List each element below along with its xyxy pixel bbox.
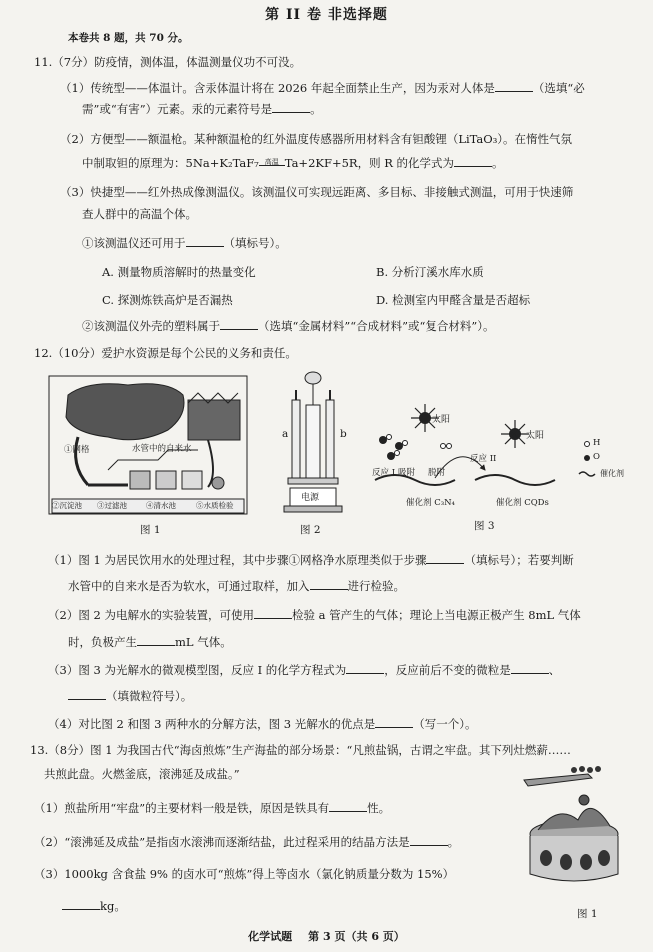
- answer-blank[interactable]: [426, 552, 464, 564]
- fig3-sun1: 太阳: [432, 415, 451, 425]
- fig3-reaction2: 反应 II: [470, 454, 497, 464]
- q12-p2-line2: 时，负极产生 mL 气体。: [68, 635, 232, 649]
- answer-blank[interactable]: [272, 101, 310, 113]
- section-title: 第 II 卷 非选择题: [265, 7, 388, 23]
- fig2-label-a: a: [282, 428, 289, 440]
- answer-blank[interactable]: [375, 716, 413, 728]
- q13-p3-line1: （3）1000kg 含食盐 9% 的卤水可“煎炼”得上等卤水（氯化钠质量分数为 15%）: [34, 867, 455, 881]
- q12-p3-line2: （填微粒符号）。: [68, 688, 192, 704]
- q11-sub1: ①该测温仪还可用于 （填标号）。: [82, 236, 287, 250]
- q12-p4-line1: （4）对比图 2 和图 3 两种水的分解方法，图 3 光解水的优点是 （写一个）。: [48, 717, 477, 731]
- fig1-label-net: ①网格: [64, 445, 90, 455]
- fig2-caption: 图 2: [300, 524, 321, 536]
- q12-p3-line1: （3）图 3 为光解水的微观模型图，反应 I 的化学方程式为 ，反应前后不变的微粒是 、: [48, 663, 561, 677]
- answer-blank[interactable]: [220, 318, 258, 330]
- answer-blank[interactable]: [310, 578, 348, 590]
- fig3-legend-catalyst: 催化剂: [600, 469, 624, 478]
- footer-page-number: 第 3 页（共 6 页）: [308, 930, 405, 943]
- answer-blank[interactable]: [454, 155, 492, 167]
- fig3-legend-h: H: [593, 438, 601, 448]
- fig2-label-power: 电源: [301, 493, 320, 503]
- fig3-legend-o: O: [593, 452, 600, 462]
- q12-p1-line2: 水管中的自来水是否为软水，可通过取样，加入 进行检验。: [68, 579, 405, 593]
- q11-p2-line1: （2）方便型——额温枪。某种额温枪的红外温度传感器所用材料含有钽酸锂（LiTaO₃）。在惰性气氛: [60, 132, 573, 146]
- fig3-adsorption: 吸附: [398, 468, 416, 478]
- q12-p1-line1: （1）图 1 为居民饮用水的处理过程，其中步骤①网格净水原理类似于步骤 （填标号）；若要判断: [48, 553, 574, 567]
- q13-stem-line2: 共煎此盘。火燃釜底，滚沸延及成盐。”: [44, 767, 240, 781]
- answer-blank[interactable]: [62, 898, 100, 910]
- q11-stem: 11.（7分）防疫情，测体温，体温测量仪功不可没。: [34, 55, 302, 69]
- q13-figure-caption: 图 1: [577, 908, 598, 920]
- answer-blank[interactable]: [68, 688, 106, 700]
- answer-blank[interactable]: [410, 834, 448, 846]
- fig1-label-s2: ②沉淀池: [52, 501, 82, 510]
- fig1-label-s4: ④清水池: [146, 501, 176, 510]
- q11-p3-line2: 查人群中的高温个体。: [82, 207, 197, 221]
- fig1-label-s5: ⑤水质检验: [196, 501, 234, 510]
- answer-blank[interactable]: [511, 662, 549, 674]
- answer-blank[interactable]: [495, 80, 533, 92]
- q11-sub2: ②该测温仪外壳的塑料属于 （选填“金属材料”“合成材料”或“复合材料”）。: [82, 319, 495, 333]
- q11-option-c: C. 探测炼铁高炉是否漏热: [102, 293, 233, 307]
- q12-stem: 12.（10分）爱护水资源是每个公民的义务和责任。: [34, 346, 297, 360]
- fig1-caption: 图 1: [140, 524, 161, 536]
- fig2-label-b: b: [340, 428, 347, 440]
- fig3-reaction1: 反应 I: [372, 468, 396, 478]
- answer-blank[interactable]: [254, 607, 292, 619]
- sun-icon: [501, 420, 529, 448]
- q13-p1: （1）煎盐所用“牢盘”的主要材料一般是铁，原因是铁具有 性。: [34, 801, 391, 815]
- figure-salt-boiling-pan: [518, 764, 630, 896]
- footer-subject: 化学试题: [248, 930, 293, 943]
- fig3-desorption: 脱附: [428, 468, 446, 478]
- answer-blank[interactable]: [329, 800, 367, 812]
- q11-p2-line2: 中制取钽的原理为：5Na+K₂TaF₇ 高温 Ta+2KF+5R，则 R 的化学式为 。: [82, 156, 504, 170]
- fig3-sun2: 太阳: [526, 431, 545, 441]
- section-intro: 本卷共 8 题，共 70 分。: [68, 32, 189, 44]
- page-footer: [0, 928, 653, 944]
- q11-p1-line1: （1）传统型——体温计。含汞体温计将在 2026 年起全面禁止生产，因为汞对人体是 （选填“必: [60, 81, 585, 95]
- fig3-caption: 图 3: [474, 520, 495, 532]
- fig1-label-tap: 水管中的自来水: [132, 444, 192, 454]
- q13-stem-line1: 13.（8分）图 1 为我国古代“海卤煎炼”生产海盐的部分场景：“凡煎盐锅，古谓之牢盘。其下列灶燃薪……: [30, 743, 571, 757]
- fig3-catalyst2: 催化剂 CQDs: [496, 498, 549, 508]
- reaction-arrow: 高温: [259, 154, 285, 170]
- q11-option-d: D. 检测室内甲醛含量是否超标: [376, 293, 531, 307]
- q11-option-a: A. 测量物质溶解时的热量变化: [102, 265, 256, 279]
- q13-p2: （2）“滚沸延及成盐”是指卤水滚沸而逐渐结盐，此过程采用的结晶方法是 。: [34, 835, 460, 849]
- fig1-label-s3: ③过滤池: [97, 501, 127, 510]
- fig3-catalyst1: 催化剂 C₃N₄: [406, 498, 455, 508]
- answer-blank[interactable]: [186, 235, 224, 247]
- answer-blank[interactable]: [346, 662, 384, 674]
- q13-p3-line2: kg。: [62, 898, 126, 914]
- q11-p3-line1: （3）快捷型——红外热成像测温仪。该测温仪可实现远距离、多目标、非接触式测温，可用于快速筛: [60, 185, 574, 199]
- q11-option-b: B. 分析汀溪水库水质: [376, 265, 484, 279]
- q12-p2-line1: （2）图 2 为电解水的实验装置，可使用 检验 a 管产生的气体；理论上当电源正极产生 8mL 气体: [48, 608, 581, 622]
- answer-blank[interactable]: [137, 634, 175, 646]
- q11-p1-line2: 需”或“有害”）元素。汞的元素符号是 。: [82, 102, 322, 116]
